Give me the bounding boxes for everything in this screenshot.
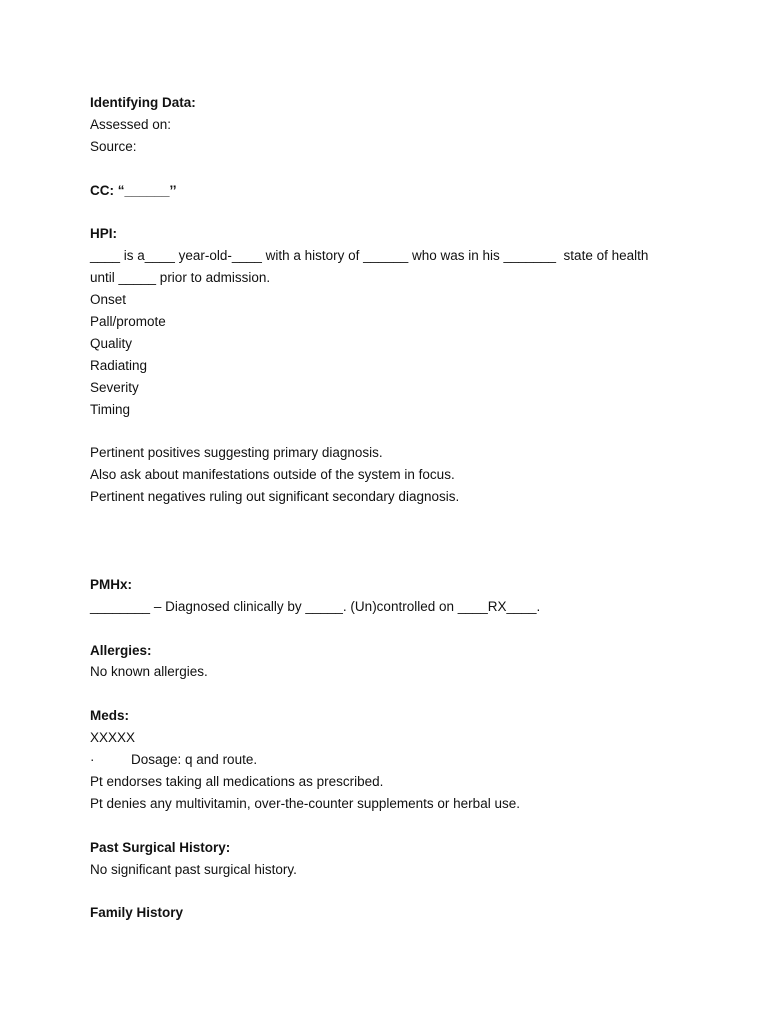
identifying-data-heading: Identifying Data: bbox=[90, 95, 196, 110]
hpi-item-quality: Quality bbox=[90, 335, 133, 351]
spacer bbox=[90, 815, 730, 837]
source-label: Source: bbox=[90, 138, 137, 154]
spacer bbox=[90, 618, 730, 640]
pmhx-heading: PMHx: bbox=[90, 576, 133, 592]
hpi-note-positives: Pertinent positives suggesting primary diagnosis. bbox=[90, 445, 383, 461]
past-surgical-history-heading: Past Surgical History: bbox=[90, 839, 231, 855]
med-dosage-text: Dosage: q and route. bbox=[131, 752, 258, 768]
meds-heading: Meds: bbox=[90, 708, 130, 724]
bullet-marker: · bbox=[90, 752, 95, 768]
chief-complaint: CC: “______’’ bbox=[90, 182, 177, 198]
hpi-line-1: ____ is a____ year-old-____ with a history of ______ who was in his _______ state of health bbox=[90, 248, 649, 264]
allergies-text: No known allergies. bbox=[90, 664, 208, 680]
hpi-note-negatives: Pertinent negatives ruling out significant secondary diagnosis. bbox=[90, 489, 460, 505]
allergies-heading: Allergies: bbox=[90, 642, 152, 658]
spacer bbox=[90, 683, 730, 705]
document-page bbox=[90, 92, 730, 924]
family-history-heading: Family History bbox=[90, 905, 184, 921]
meds-adherence-line: Pt endorses taking all medications as prescribed. bbox=[90, 773, 384, 789]
hpi-note-manifestations: Also ask about manifestations outside of the system in focus. bbox=[90, 467, 455, 483]
hpi-item-onset: Onset bbox=[90, 292, 127, 308]
assessed-on-label: Assessed on: bbox=[90, 116, 172, 132]
hpi-item-timing: Timing bbox=[90, 401, 131, 417]
spacer bbox=[90, 881, 730, 903]
spacer bbox=[90, 508, 730, 574]
pmhx-line: ________ – Diagnosed clinically by _____. (Un)controlled on ____RX____. bbox=[90, 598, 541, 614]
meds-supplements-line: Pt denies any multivitamin, over-the-counter supplements or herbal use. bbox=[90, 795, 520, 811]
med-dosage-bullet-item bbox=[90, 749, 730, 771]
spacer bbox=[90, 202, 730, 224]
past-surgical-history-text: No significant past surgical history. bbox=[90, 861, 297, 877]
hpi-item-radiating: Radiating bbox=[90, 357, 148, 373]
hpi-item-pall-promote: Pall/promote bbox=[90, 314, 166, 330]
spacer bbox=[90, 158, 730, 180]
spacer bbox=[90, 421, 730, 443]
hpi-line-2: until _____ prior to admission. bbox=[90, 270, 271, 286]
hpi-item-severity: Severity bbox=[90, 379, 139, 395]
hpi-heading: HPI: bbox=[90, 226, 117, 242]
med-name: XXXXX bbox=[90, 730, 136, 746]
